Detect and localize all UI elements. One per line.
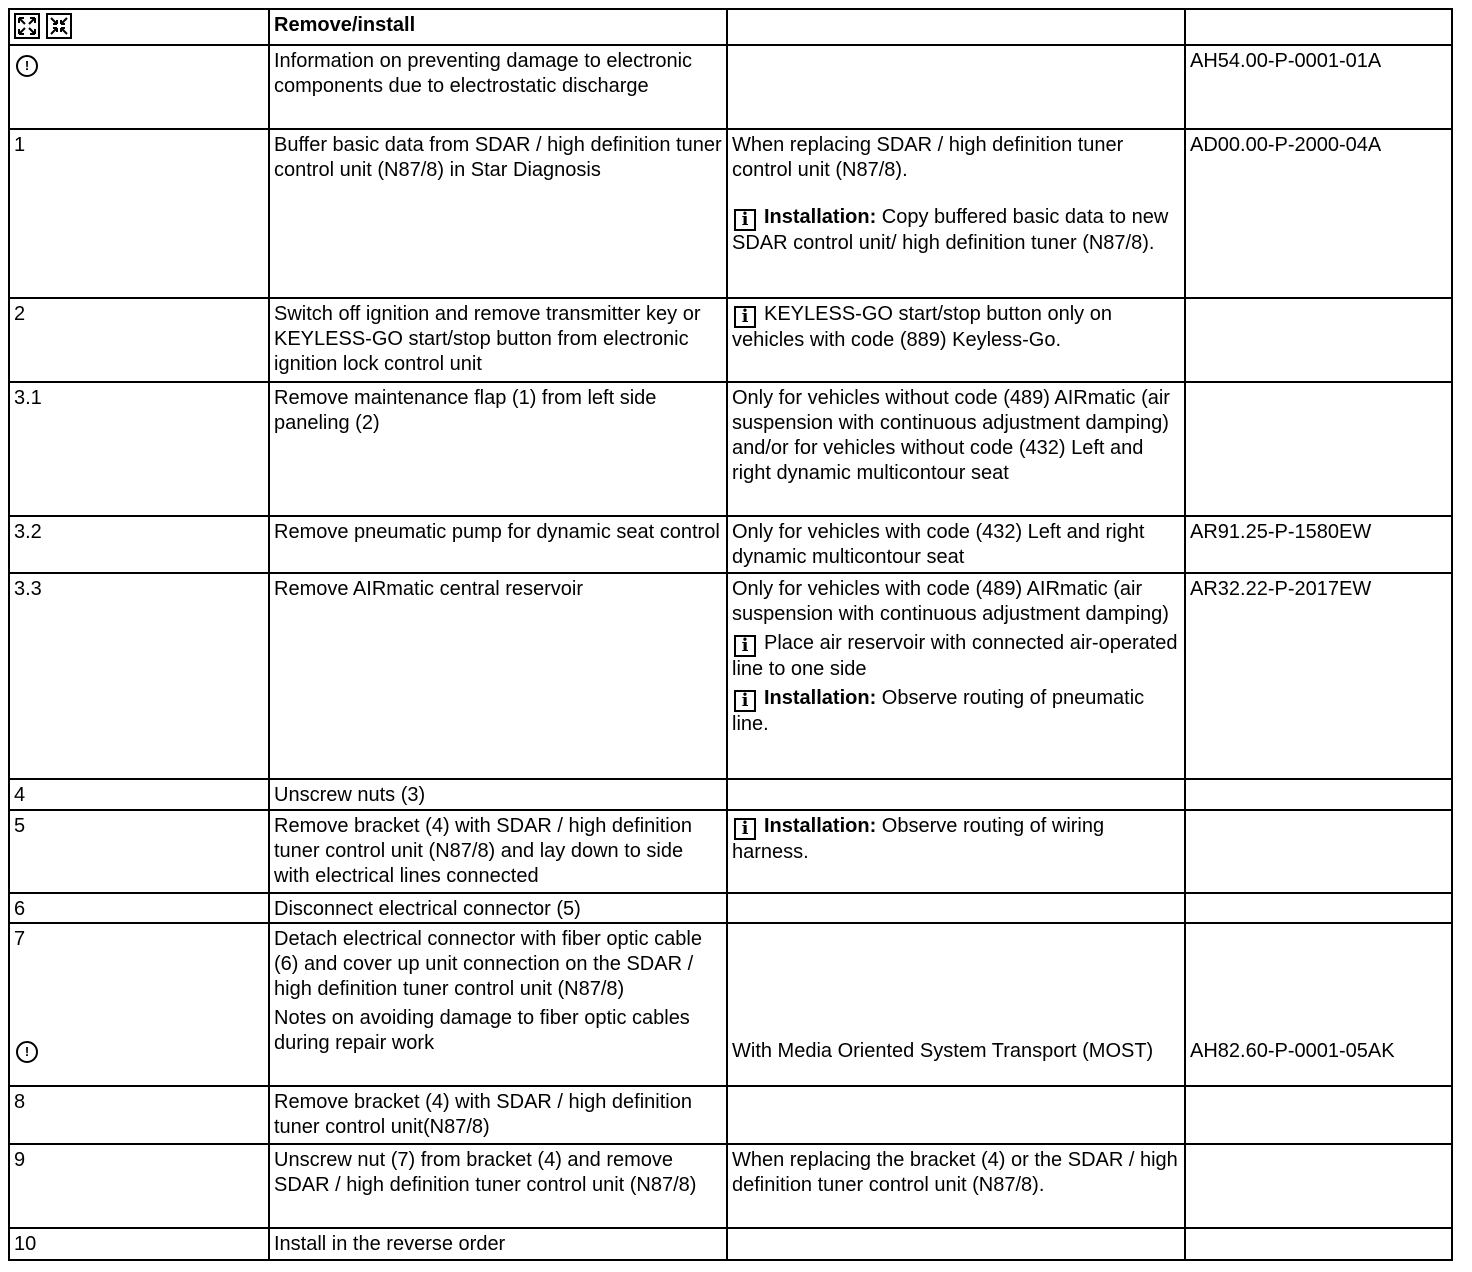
note-text: Observe routing of pneumatic line. (732, 687, 1145, 735)
step-cell (9, 923, 269, 1086)
note-text: With Media Oriented System Transport (MOST) (732, 1040, 1154, 1062)
reference-cell (1185, 893, 1452, 923)
warning-icon: ! (16, 1041, 38, 1063)
header-empty-cell (1185, 9, 1452, 45)
note-text: Copy buffered basic data to new SDAR control unit/ high definition tuner (N87/8). (732, 206, 1169, 254)
header-icons-cell (9, 9, 269, 45)
notes-cell (727, 298, 1185, 382)
notes-cell (727, 923, 1185, 1086)
info-icon: i (734, 635, 756, 657)
table-row (9, 1144, 1452, 1228)
sub-action-text: Notes on avoiding damage to fiber optic cables during repair work (274, 1007, 690, 1054)
info-icon: i (734, 306, 756, 328)
table-row (9, 1086, 1452, 1144)
action-cell: Switch off ignition and remove transmitter key or KEYLESS-GO start/stop button from electronic ignition lock control unit (269, 298, 727, 382)
table-row (9, 779, 1452, 810)
info-icon: i (734, 690, 756, 712)
action-text: Detach electrical connector with fiber optic cable (6) and cover up unit connection on the SDAR / high definition tuner control unit (N87/8) (274, 928, 702, 1000)
table-row (9, 516, 1452, 573)
table-row (9, 810, 1452, 893)
reference-link[interactable]: AH54.00-P-0001-01A (1185, 45, 1452, 129)
table-row (9, 1228, 1452, 1260)
step-number: 2 (9, 298, 269, 382)
notes-cell (727, 129, 1185, 298)
reference-link[interactable]: AR32.22-P-2017EW (1185, 573, 1452, 779)
note-text: When replacing SDAR / high definition tuner control unit (N87/8). (732, 134, 1124, 181)
notes-cell (727, 45, 1185, 129)
notes-cell: Only for vehicles without code (489) AIRmatic (air suspension with continuous adjustment damping) and/or for vehicles without code (432) Left and right dynamic multicontour seat (727, 382, 1185, 516)
reference-cell (1185, 382, 1452, 516)
reference-cell (1185, 779, 1452, 810)
notes-cell (727, 1228, 1185, 1260)
note-text: KEYLESS-GO start/stop button only on vehicles with code (889) Keyless-Go. (732, 303, 1112, 351)
table-row (9, 893, 1452, 923)
notes-cell: When replacing the bracket (4) or the SDAR / high definition tuner control unit (N87/8). (727, 1144, 1185, 1228)
action-cell: Remove bracket (4) with SDAR / high definition tuner control unit (N87/8) and lay down to side with electrical lines connected (269, 810, 727, 893)
notes-cell (727, 573, 1185, 779)
note-text: Only for vehicles with code (489) AIRmatic (air suspension with continuous adjustment damping) (732, 578, 1169, 625)
table-row (9, 298, 1452, 382)
notes-cell: Only for vehicles with code (432) Left and right dynamic multicontour seat (727, 516, 1185, 573)
step-cell (9, 45, 269, 129)
action-cell: Remove maintenance flap (1) from left side paneling (2) (269, 382, 727, 516)
action-cell: Buffer basic data from SDAR / high definition tuner control unit (N87/8) in Star Diagnosis (269, 129, 727, 298)
info-icon: i (734, 209, 756, 231)
installation-label: Installation: (764, 206, 877, 228)
notes-cell (727, 779, 1185, 810)
step-number: 3.1 (9, 382, 269, 516)
action-cell: Remove pneumatic pump for dynamic seat control (269, 516, 727, 573)
action-cell: Unscrew nuts (3) (269, 779, 727, 810)
reference-link[interactable]: AH82.60-P-0001-05AK (1190, 1040, 1395, 1062)
action-cell: Remove AIRmatic central reservoir (269, 573, 727, 779)
reference-link[interactable]: AR91.25-P-1580EW (1185, 516, 1452, 573)
step-number: 7 (14, 928, 26, 950)
reference-cell (1185, 1228, 1452, 1260)
step-number: 5 (9, 810, 269, 893)
action-cell: Unscrew nut (7) from bracket (4) and remove SDAR / high definition tuner control unit (N87/8) (269, 1144, 727, 1228)
header-title: Remove/install (269, 9, 727, 45)
note-text: Place air reservoir with connected air-operated line to one side (732, 632, 1178, 680)
step-number: 1 (9, 129, 269, 298)
step-number: 10 (9, 1228, 269, 1260)
note-text: Observe routing of wiring harness. (732, 815, 1105, 863)
table-row (9, 923, 1452, 1086)
installation-label: Installation: (764, 815, 877, 837)
notes-cell (727, 1086, 1185, 1144)
reference-cell (1185, 298, 1452, 382)
action-cell: Disconnect electrical connector (5) (269, 893, 727, 923)
header-row (9, 9, 1452, 45)
step-number: 3.3 (9, 573, 269, 779)
table-row (9, 382, 1452, 516)
installation-label: Installation: (764, 687, 877, 709)
table-row (9, 573, 1452, 779)
step-number: 9 (9, 1144, 269, 1228)
table-row (9, 129, 1452, 298)
notes-cell (727, 810, 1185, 893)
notes-cell (727, 893, 1185, 923)
collapse-icon[interactable] (46, 13, 72, 39)
info-icon: i (734, 818, 756, 840)
reference-cell (1185, 810, 1452, 893)
reference-cell (1185, 1086, 1452, 1144)
expand-icon[interactable] (14, 13, 40, 39)
warning-icon: ! (16, 55, 38, 77)
reference-cell (1185, 923, 1452, 1086)
step-number: 8 (9, 1086, 269, 1144)
reference-link[interactable]: AD00.00-P-2000-04A (1185, 129, 1452, 298)
reference-cell (1185, 1144, 1452, 1228)
header-empty-cell (727, 9, 1185, 45)
step-number: 3.2 (9, 516, 269, 573)
action-cell (269, 923, 727, 1086)
step-number: 4 (9, 779, 269, 810)
action-cell: Information on preventing damage to electronic components due to electrostatic discharge (269, 45, 727, 129)
procedure-table (8, 8, 1453, 1261)
step-number: 6 (9, 893, 269, 923)
table-row (9, 45, 1452, 129)
action-cell: Install in the reverse order (269, 1228, 727, 1260)
action-cell: Remove bracket (4) with SDAR / high definition tuner control unit(N87/8) (269, 1086, 727, 1144)
